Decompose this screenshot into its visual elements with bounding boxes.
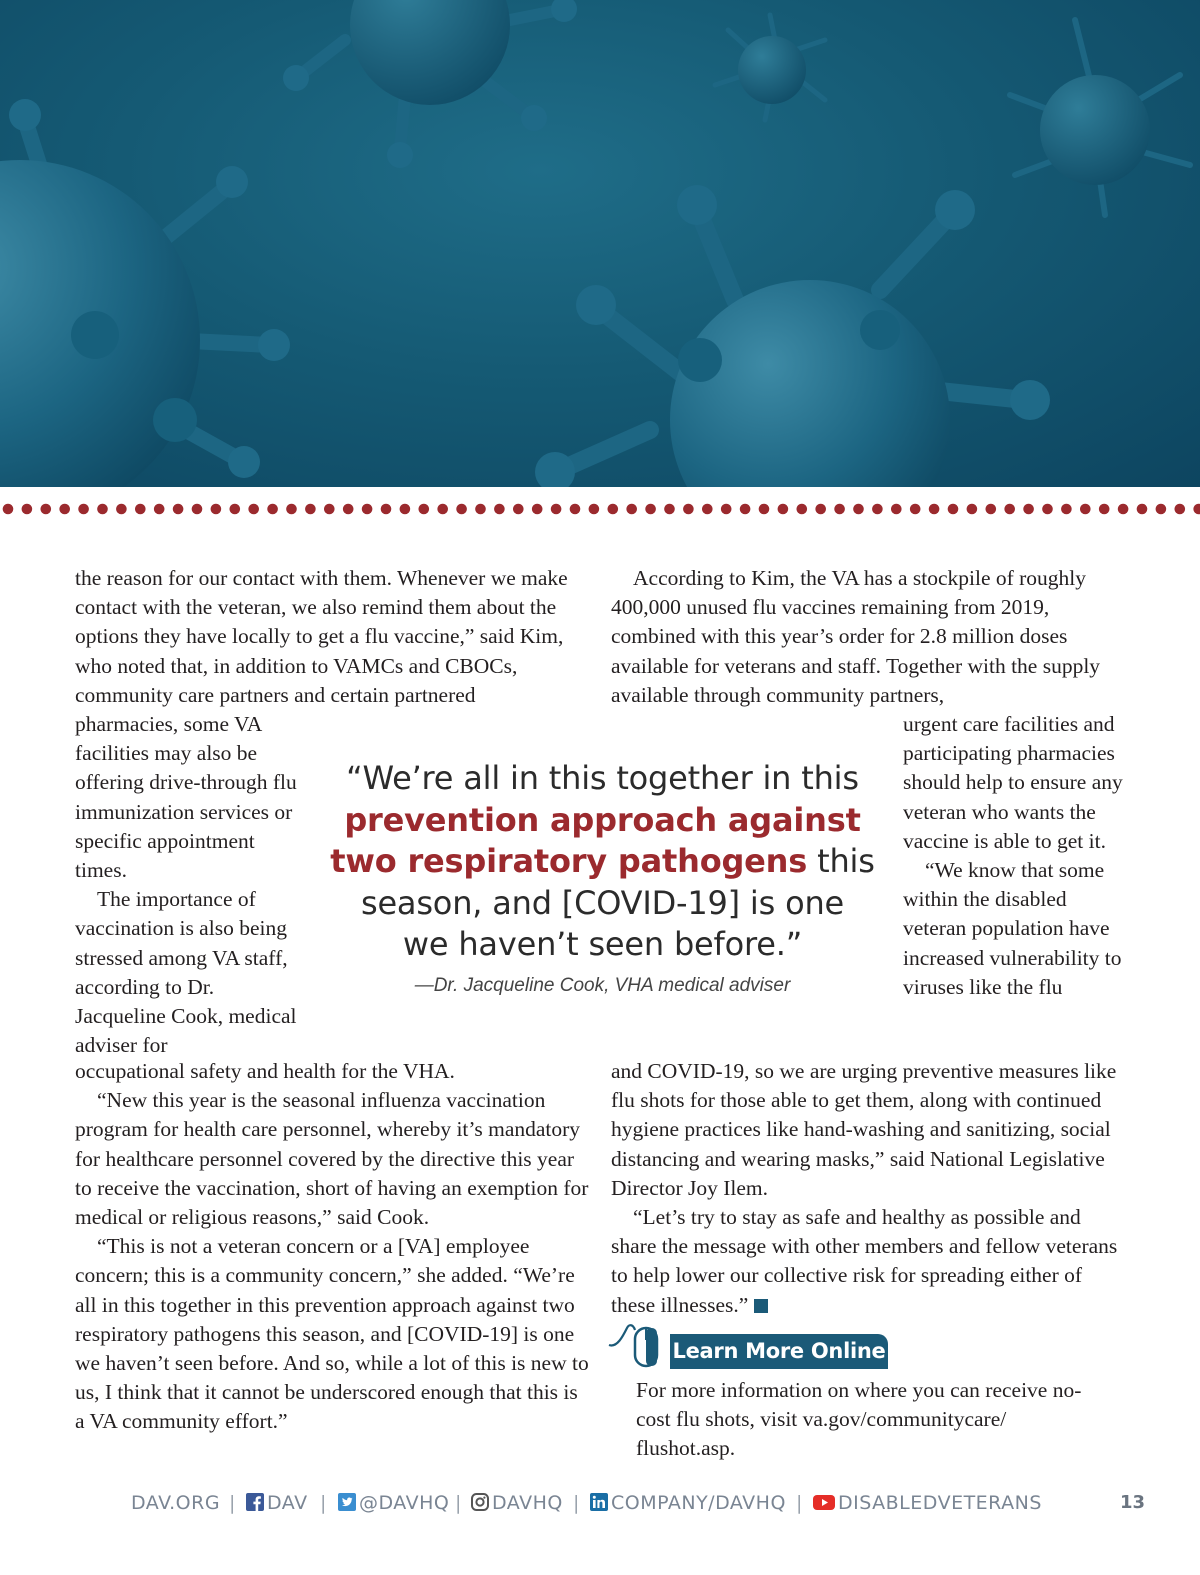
divider-dot [910,504,921,515]
pull-quote-line [330,841,875,883]
divider-dot [853,504,864,515]
divider-dot [381,504,392,515]
footer-facebook-text: DAV [267,1492,308,1514]
paragraph: urgent care facilities and participating pharmacies should help to ensure any veteran who wants the vaccine is able to get it. [903,712,1123,853]
footer-separator: | [573,1492,580,1514]
divider-dot [589,504,600,515]
pull-quote-highlight: two respiratory pathogens [330,842,808,880]
divider-dot [1137,504,1148,515]
divider-dot [437,504,448,515]
pull-quote-highlight: prevention approach against [344,800,861,839]
left-column-bottom [75,1057,590,1437]
divider-dot [570,504,581,515]
footer-twitter-link[interactable] [338,1492,449,1514]
divider-dot [664,504,675,515]
paragraph: The importance of vaccination is also being stressed among VA staff, according to Dr. Jacqueline Cook, medical adviser for [75,887,297,1058]
divider-dot [211,504,222,515]
hero-virus-image [0,0,1200,487]
paragraph: occupational safety and health for the VHA. [75,1059,455,1083]
divider-dot [419,504,430,515]
footer-instagram-text: DAVHQ [492,1492,563,1514]
divider-dot [286,504,297,515]
divider-dot [872,504,883,515]
linkedin-icon [590,1493,608,1511]
divider-dot [759,504,770,515]
divider-dot [891,504,902,515]
divider-dot [1023,504,1034,515]
divider-dot [173,504,184,515]
divider-dot [41,504,52,515]
divider-dot [78,504,89,515]
footer-facebook-link[interactable] [246,1492,308,1514]
divider-dot [778,504,789,515]
end-mark-icon [754,1299,768,1313]
twitter-icon [338,1493,356,1511]
page-number: 13 [1120,1492,1146,1513]
divider-dot [59,504,70,515]
divider-dot [475,504,486,515]
divider-dot [494,504,505,515]
footer-instagram-link[interactable] [471,1492,563,1514]
divider-dot [362,504,373,515]
paragraph: and COVID-19, so we are urging preventive measures like flu shots for those able to get them, along with continued hygiene practices like hand-washing and sanitizing, social distancing and wearing masks,” said National Legislative Director Joy Ilem. [611,1059,1117,1200]
paragraph: “We know that some within the disabled veteran population have increased vulnerability to viruses like the flu [903,858,1122,999]
youtube-icon [813,1493,835,1511]
footer-separator: | [229,1492,236,1514]
divider-dot [1118,504,1129,515]
divider-dot [1061,504,1072,515]
divider-dot [116,504,127,515]
dotted-divider [0,500,1200,518]
divider-dot [1156,504,1167,515]
footer-site-link[interactable]: DAV.ORG [131,1492,221,1514]
paragraph: “This is not a veteran concern or a [VA] employee concern; this is a community concern,” she added. “We’re all in this together in this prevention approach against two respiratory pathogens this season, and [COVID-19] is one we haven’t seen before. And so, while a lot of this is new to us, I think that it cannot be underscored enough that this is a VA community effort.” [75,1234,589,1434]
left-column-narrow [75,710,300,1060]
footer-separator: | [455,1492,462,1514]
divider-dot [551,504,562,515]
instagram-icon [471,1493,489,1511]
divider-dot [532,504,543,515]
paragraph: the reason for our contact with them. Whenever we make contact with the veteran, we also remind them about the options they have locally to get a flu vaccine,” said Kim, who noted that, in addition to VAMCs and CBOCs, community care partners and certain partnered [75,566,568,707]
divider-dot [797,504,808,515]
divider-dot [135,504,146,515]
left-column-top [75,564,580,710]
right-column-bottom [611,1057,1126,1320]
divider-dot [1175,504,1186,515]
mouse-icon [605,1320,675,1370]
divider-dot [626,504,637,515]
pull-quote-line: season, and [COVID-19] is one [360,883,845,922]
footer-separator: | [320,1492,327,1514]
divider-dot [608,504,619,515]
footer-twitter-text: @DAVHQ [359,1492,450,1514]
divider-dot [400,504,411,515]
divider-dot [967,504,978,515]
divider-dot [154,504,165,515]
divider-dot [97,504,108,515]
paragraph: According to Kim, the VA has a stockpile of roughly 400,000 unused flu vaccines remaining from 2019, combined with this year’s order for 2.8 million doses available for veterans and staff. Together with the supply available through community partners, [611,566,1101,707]
paragraph: For more information on where you can receive no-cost flu shots, visit va.gov/communitycare/ flushot.asp. [636,1378,1082,1461]
footer-linkedin-link[interactable] [590,1492,786,1514]
divider-dot [645,504,656,515]
footer-linkedin-text: COMPANY/DAVHQ [611,1492,786,1514]
pull-quote-line: “We’re all in this together in this [346,759,859,797]
divider-dot [513,504,524,515]
divider-dot [192,504,203,515]
pull-quote [330,758,875,966]
footer-youtube-text: DISABLEDVETERANS [838,1492,1042,1514]
learn-more-online-label: Learn More Online [670,1334,888,1369]
pull-quote-attribution: —Dr. Jacqueline Cook, VHA medical adviser [414,975,791,996]
paragraph: pharmacies, some VA facilities may also be offering drive-through flu immunization services or specific appointment times. [75,712,297,883]
virus-illustration-icon [0,0,1200,487]
divider-dot [948,504,959,515]
facebook-icon [246,1493,264,1511]
learn-more-body [636,1376,1106,1464]
footer-separator: | [796,1492,803,1514]
divider-dot [834,504,845,515]
divider-dot [248,504,259,515]
divider-dot [815,504,826,515]
divider-dot [683,504,694,515]
right-column-narrow [903,710,1128,1002]
divider-dot [1004,504,1015,515]
divider-dot [1193,504,1200,515]
divider-dot [1042,504,1053,515]
paragraph: “New this year is the seasonal influenza vaccination program for health care personnel, whereby it’s mandatory for healthcare personnel covered by the directive this year to receive the vaccination, short of having an exemption for medical or religious reasons,” said Cook. [75,1088,589,1230]
divider-dot [230,504,241,515]
paragraph-text: “Let’s try to stay as safe and healthy as possible and share the message with other members and fellow veterans to help lower our collective risk for spreading either of these illnesses.” [611,1205,1118,1317]
paragraph [611,1203,1126,1320]
footer-youtube-link[interactable] [813,1492,1042,1514]
divider-dot [3,504,14,515]
divider-dot [305,504,316,515]
divider-dot [324,504,335,515]
divider-dot [721,504,732,515]
divider-dot [1099,504,1110,515]
divider-dot [22,504,33,515]
divider-dot [343,504,354,515]
footer-bar [0,1490,1200,1520]
divider-dot [740,504,751,515]
pull-quote-text: this [807,842,875,880]
divider-dot [267,504,278,515]
divider-dot [1080,504,1091,515]
divider-dot [929,504,940,515]
divider-dot [702,504,713,515]
divider-dot [986,504,997,515]
divider-dot [456,504,467,515]
right-column-top [611,564,1121,710]
pull-quote-line: we haven’t seen before.” [402,925,803,963]
